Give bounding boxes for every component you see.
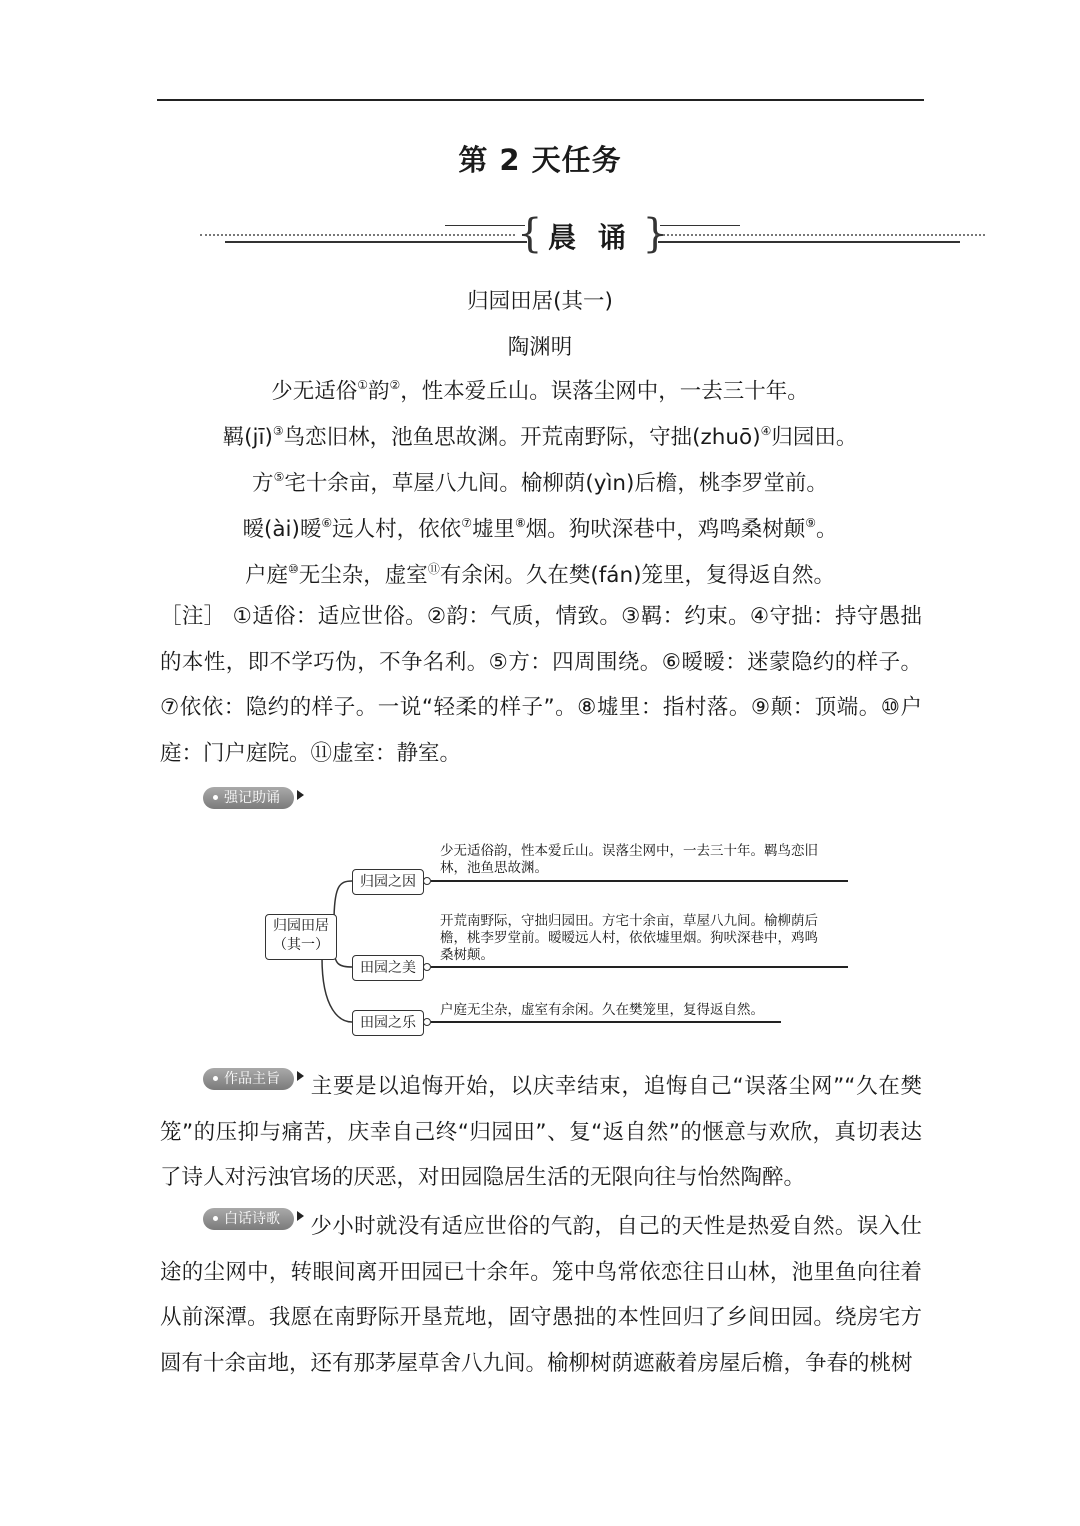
arrow-right-icon	[297, 1071, 304, 1081]
translation-tag: 白话诗歌	[203, 1208, 304, 1231]
poem-line-5: 户庭⑩无尘杂，虚室⑪有余闲。久在樊(fán)笼里，复得返自然。	[245, 562, 835, 588]
section-label: 晨 诵	[548, 221, 632, 254]
memory-aid-tag: 强记助诵	[203, 787, 304, 810]
branch-node-beauty	[423, 963, 431, 971]
branch-rule-beauty	[431, 966, 848, 968]
translation-paragraph: 少小时就没有适应世俗的气韵，自己的天性是热爱自然。误入仕途的尘网中，转眼间离开田园已十余年。笼中鸟常依恋往日山林，池里鱼向往着从前深潭。我愿在南野际开垦荒地，固守愚拙的本性回归了乡间田园。绕房宅方圆有十余亩地，还有那茅屋草舍八九间。榆柳树荫遮蔽着房屋后檐，争春的桃树	[160, 1214, 922, 1376]
banner-bracket-left: {	[517, 211, 543, 257]
theme-paragraph: 主要是以追悔开始，以庆幸结束，追悔自己“误落尘网”“久在樊笼”的压抑与痛苦，庆幸自己终“归园田”、复“返自然”的惬意与欢欣，真切表达了诗人对污浊官场的厌恶，对田园隐居生活的无限向往与怡然陶醉。	[160, 1074, 922, 1190]
poem-notes: ［注］ ①适俗：适应世俗。②韵：气质，情致。③羁：约束。④守拙：持守愚拙的本性，即不学巧伪，不争名利。⑤方：四周围绕。⑥暧暧：迷蒙隐约的样子。⑦依依：隐约的样子。一说“轻柔的样子”。⑧墟里：指村落。⑨颠：顶端。⑩户庭：门户庭院。⑪虚室：静室。	[160, 604, 922, 766]
poem-line-2: 羁(jī)③鸟恋旧林，池鱼思故渊。开荒南野际，守拙(zhuō)④归园田。	[222, 424, 858, 450]
banner-bracket-right: }	[642, 211, 668, 257]
arrow-right-icon	[297, 1211, 304, 1221]
branch-label-cause: 归园之因	[352, 869, 424, 895]
poem-line-1: 少无适俗①韵②，性本爱丘山。误落尘网中，一去三十年。	[271, 378, 809, 404]
branch-label-beauty: 田园之美	[352, 955, 424, 981]
branch-label-joy: 田园之乐	[352, 1010, 424, 1036]
branch-text-beauty: 开荒南野际，守拙归园田。方宅十余亩，草屋八九间。榆柳荫后 檐，桃李罗堂前。暧暧远人村，依依墟里烟。狗吠深巷中，鸡鸣 桑树颠。	[440, 913, 818, 963]
poem-line-4: 暧(ài)暧⑥远人村，依依⑦墟里⑧烟。狗吠深巷中，鸡鸣桑树颠⑨。	[242, 516, 838, 542]
mind-map-center: 归园田居 （其一）	[265, 914, 337, 960]
branch-text-cause: 少无适俗韵，性本爱丘山。误落尘网中，一去三十年。羁鸟恋旧 林，池鱼思故渊。	[440, 843, 818, 876]
poem-line-3: 方⑤宅十余亩，草屋八九间。榆柳荫(yìn)后檐，桃李罗堂前。	[252, 470, 828, 496]
branch-text-joy: 户庭无尘杂，虚室有余闲。久在樊笼里，复得返自然。	[440, 1002, 764, 1018]
poem-title: 归园田居(其一)	[467, 289, 613, 314]
branch-rule-cause	[431, 880, 848, 882]
poem-author: 陶渊明	[507, 335, 573, 360]
branch-node-cause	[423, 877, 431, 885]
branch-node-joy	[423, 1018, 431, 1026]
branch-rule-joy	[431, 1021, 781, 1023]
page-title: 第 2 天任务	[458, 143, 622, 177]
theme-tag: 作品主旨	[203, 1068, 304, 1091]
